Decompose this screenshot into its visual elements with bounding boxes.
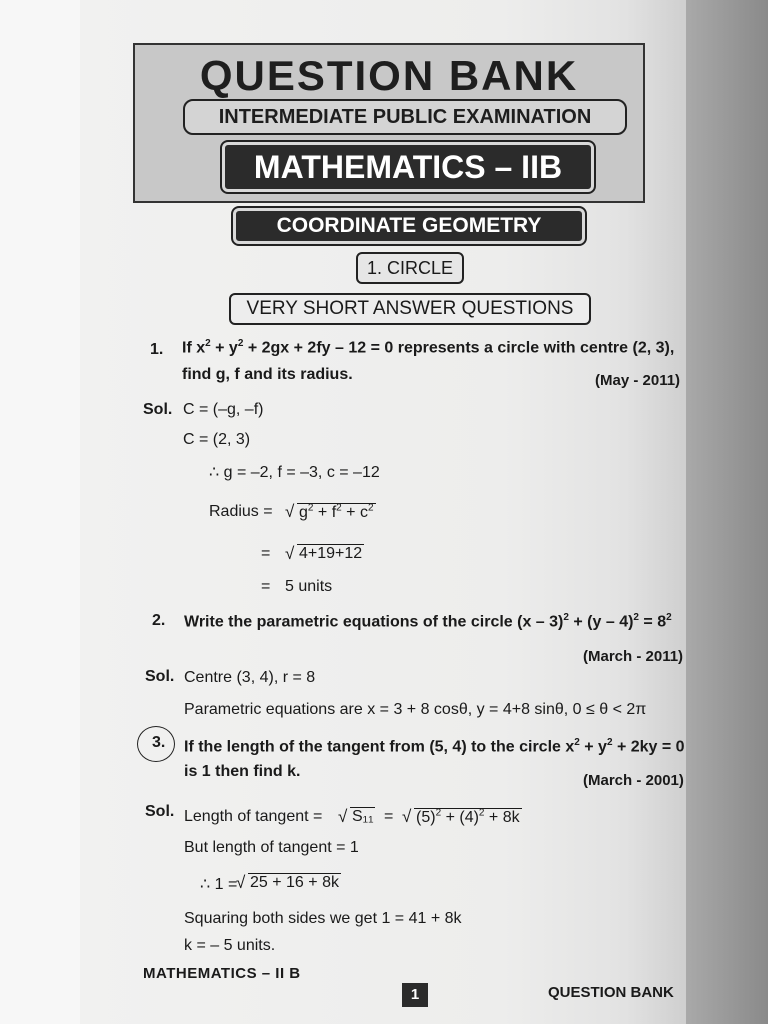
- page-gutter-shadow: [686, 0, 768, 1024]
- q3-sol-line3-label: ∴ 1 =: [200, 876, 238, 893]
- q3-sol-line4: Squaring both sides we get 1 = 41 + 8k: [184, 910, 462, 927]
- q1-sol-label: Sol.: [143, 401, 173, 418]
- left-margin: [0, 0, 80, 1024]
- q1-radius-result: 5 units: [285, 578, 333, 595]
- q1-sol-line3: ∴ g = –2, f = –3, c = –12: [209, 464, 380, 481]
- q3-sol-label: Sol.: [145, 803, 175, 820]
- q1-eq1: =: [261, 545, 271, 562]
- q1-sol-line2: C = (2, 3): [183, 431, 251, 448]
- q2-exam-ref: (March - 2011): [583, 648, 684, 665]
- page-number: 1: [402, 983, 428, 1007]
- q1-eq2: =: [261, 578, 271, 595]
- unit-label: COORDINATE GEOMETRY: [233, 208, 585, 244]
- q1-text-line1: If $x^2 + y^2 + 2gx + 2fy - 12 = 0$ represents a circle with centre (2, 3),: [182, 338, 675, 357]
- book-title: QUESTION BANK: [199, 52, 579, 99]
- exam-label: INTERMEDIATE PUBLIC EXAMINATION: [183, 99, 627, 135]
- q3-exam-ref: (March - 2001): [583, 772, 684, 789]
- q1-exam-ref: (May - 2011): [595, 372, 681, 389]
- q3-sqrt-expression: √ $(5)^2 + (4)^2 + 8k$: [402, 808, 522, 827]
- q3-sol-line1-eq: =: [384, 808, 394, 825]
- footer-book-title: QUESTION BANK: [548, 984, 674, 1001]
- q2-sol-line1: Centre (3, 4), r = 8: [184, 669, 316, 686]
- q3-sol-line2: But length of tangent = 1: [184, 839, 359, 856]
- q3-sqrt-s11: √ S₁₁: [338, 808, 375, 826]
- subject-label: MATHEMATICS – IIB: [222, 142, 594, 192]
- q2-number: 2.: [152, 612, 166, 629]
- q3-text-line2: is 1 then find k.: [184, 763, 301, 780]
- q1-radius-values: √ 4+19+12: [285, 545, 364, 563]
- q1-number: 1.: [150, 341, 164, 358]
- q1-radius-formula: √ $g^2 + f^2 + c^2$: [285, 503, 376, 522]
- q3-sqrt-values: √ 25 + 16 + 8k: [236, 874, 341, 892]
- q1-radius-label: Radius =: [209, 503, 273, 520]
- q2-sol-line2: Parametric equations are x = 3 + 8 cosθ, y = 4+8 sinθ, 0 ≤ θ < 2π: [184, 701, 647, 718]
- section-label: VERY SHORT ANSWER QUESTIONS: [229, 293, 591, 325]
- chapter-label: 1. CIRCLE: [356, 252, 464, 284]
- q1-text-line2: find g, f and its radius.: [182, 366, 353, 383]
- q2-text-line1: Write the parametric equations of the circle $(x - 3)^2 + (y - 4)^2 = 8^2$: [184, 612, 672, 631]
- q2-sol-label: Sol.: [145, 668, 175, 685]
- q1-sol-line1: C = (–g, –f): [183, 401, 264, 418]
- q3-sol-line1-label: Length of tangent =: [184, 808, 323, 825]
- q3-sol-line5: k = – 5 units.: [184, 937, 276, 954]
- q3-text-line1: If the length of the tangent from (5, 4) to the circle $x^2 + y^2 + 2ky = 0$: [184, 737, 685, 756]
- footer-subject: MATHEMATICS – II B: [143, 965, 301, 982]
- q3-number: 3.: [152, 734, 166, 751]
